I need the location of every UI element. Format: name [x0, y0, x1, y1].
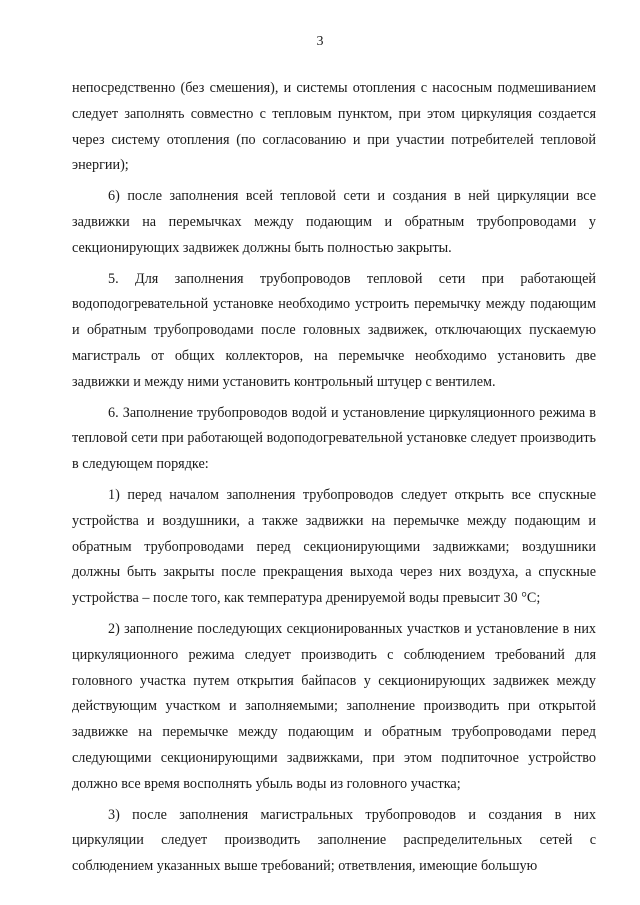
paragraph-item-1: 1) перед началом заполнения трубопроводов следует открыть все спускные устройства и воздушники, а также задвижки на перемычке между подающим и обратным трубопроводами перед секционирующими задвижками; воздушники должны быть закрыты после прекращения выхода через них воздуха, а спускные устройства – после того, как температура дренируемой воды превысит 30 °С;: [72, 486, 596, 607]
page-number: 3: [316, 34, 324, 49]
paragraph-item-2: 2) заполнение последующих секционированных участков и установление в них циркуляционного режима следует производить с соблюдением требований для головного участка путем открытия байпасов у секционирующих задвижек между действующим участком и заполняемыми; заполнение производить при открытой задвижке на перемычке между подающим и обратным трубопроводами перед следующими секционирующими задвижками, при этом подпиточное устройство должно все время восполнять убыль воды из головного участка;: [72, 620, 596, 792]
paragraph-item-3: 3) после заполнения магистральных трубопроводов и создания в них циркуляции следует производить заполнение распределительных сетей с соблюдением указанных выше требований; ответвления, имеющие большую: [72, 806, 596, 875]
paragraph-continuation: непосредственно (без смешения), и системы отопления с насосным подмешиванием следует заполнять совместно с тепловым пунктом, при этом циркуляция создается через систему отопления (по согласованию и при участии потребителей тепловой энергии);: [72, 80, 596, 174]
paragraph-section-5: 5. Для заполнения трубопроводов тепловой сети при работающей водоподогревательной установке необходимо устроить перемычку между подающим и обратным трубопроводами после головных задвижек, отключающих пускаемую магистраль от общих коллекторов, на перемычке необходимо установить две задвижки и между ними установить контрольный штуцер с вентилем.: [72, 270, 596, 390]
paragraph-item-6: 6) после заполнения всей тепловой сети и создания в ней циркуляции все задвижки на перемычках между подающим и обратным трубопроводами у секционирующих задвижек должны быть полностью закрыты.: [72, 188, 596, 256]
document-body: [72, 76, 596, 885]
paragraph-section-6: 6. Заполнение трубопроводов водой и установление циркуляционного режима в тепловой сети при работающей водоподогревательной установке следует производить в следующем порядке:: [72, 404, 596, 473]
